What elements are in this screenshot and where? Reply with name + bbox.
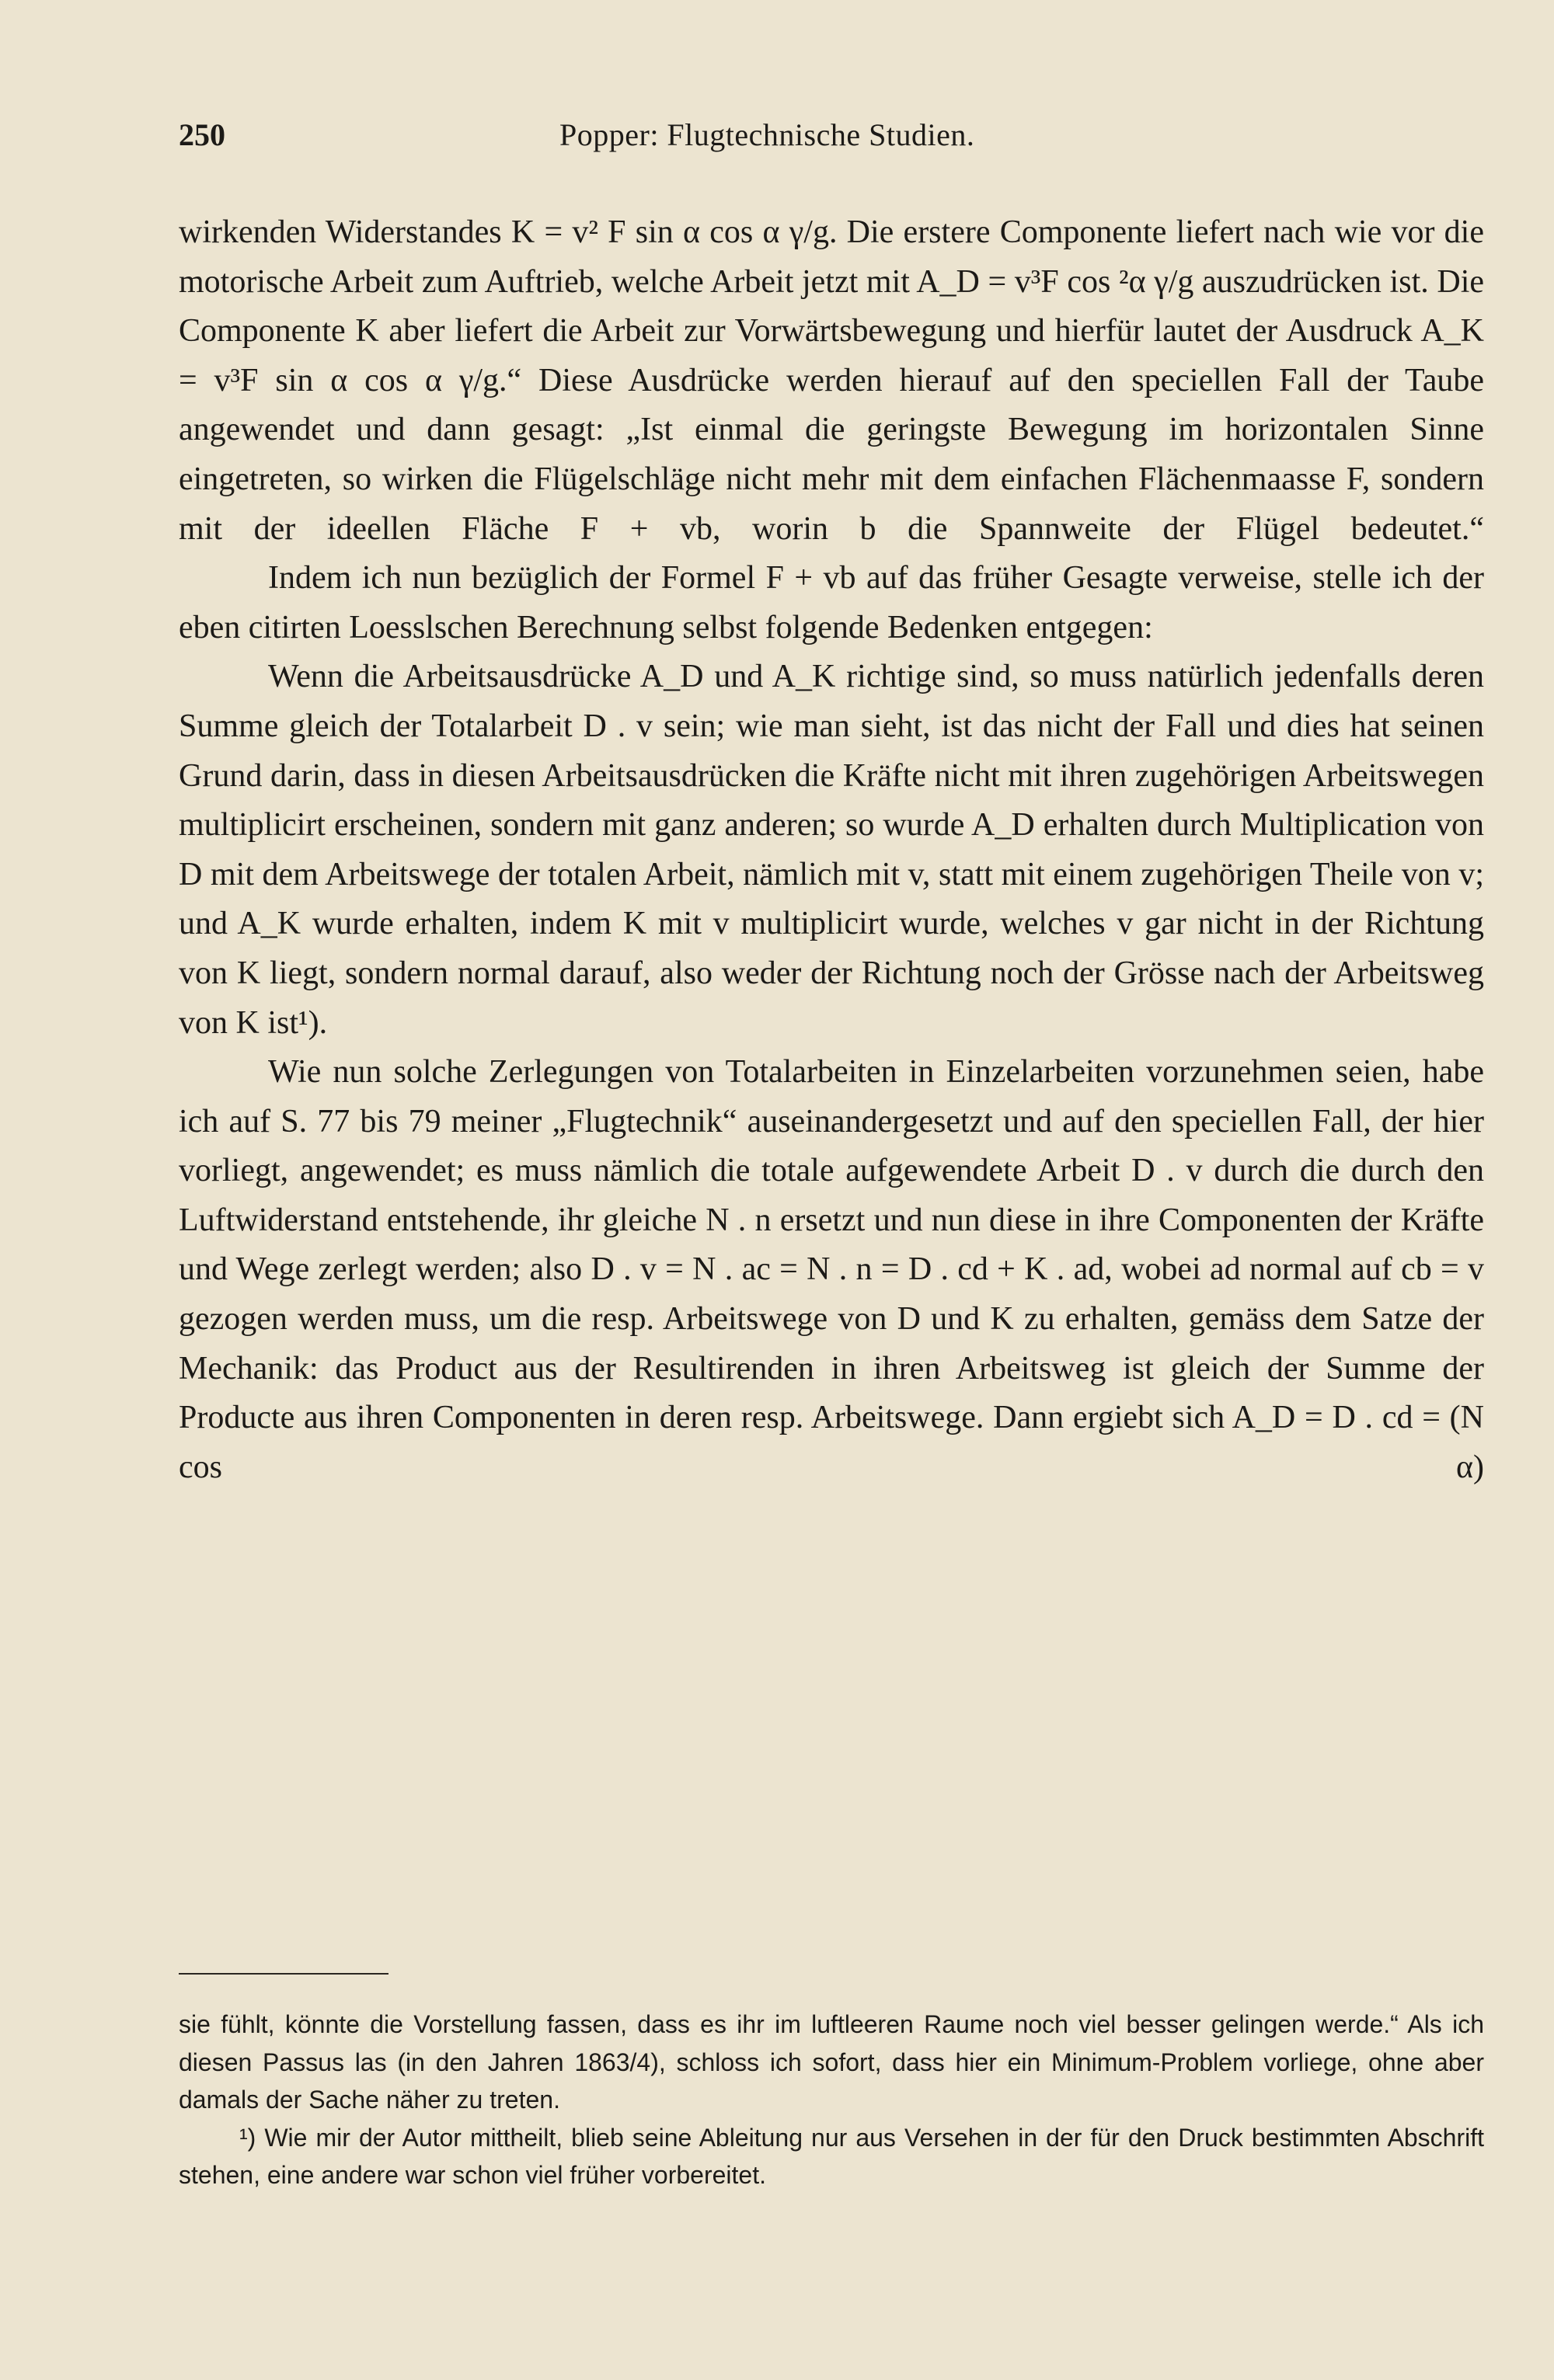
footnotes xyxy=(179,2006,1484,2194)
page-header xyxy=(179,117,1484,163)
footnote: ¹) Wie mir der Autor mittheilt, blieb seine Ableitung nur aus Versehen in der für den Druck bestimmten Abschrift stehen, eine andere war schon viel früher vorbereitet. xyxy=(179,2123,1484,2189)
paragraph: Wenn die Arbeitsausdrücke A_D und A_K richtige sind, so muss natürlich jedenfalls deren Summe gleich der Totalarbeit D . v sein; wie man sieht, ist das nicht der Fall und dies hat seinen Grund darin, dass in diesen Arbeitsausdrücken die Kräfte nicht mit ihren zugehörigen Arbeitswegen multiplicirt erscheinen, sondern mit ganz anderen; so wurde A_D erhalten durch Multiplication von D mit dem Arbeitswege der totalen Arbeit, nämlich mit v, statt mit einem zugehörigen Theile von v; und A_K wurde erhalten, indem K mit v multiplicirt wurde, welches v gar nicht in der Richtung von K liegt, sondern normal darauf, also weder der Richtung noch der Grösse nach der Arbeitsweg von K ist¹). xyxy=(179,659,1484,1041)
footnote-continuation: sie fühlt, könnte die Vorstellung fassen, dass es ihr im luftleeren Raume noch viel besser gelingen werde.“ Als ich diesen Passus las (in den Jahren 1863/4), schloss ich sofort, dass hier ein Minimum-Problem vorliege, ohne aber damals der Sache näher zu treten. xyxy=(179,2010,1484,2114)
page-number: 250 xyxy=(179,117,225,152)
footnote-separator xyxy=(179,1973,388,1975)
paragraph: Indem ich nun bezüglich der Formel F + vb auf das früher Gesagte verweise, stelle ich der eben citirten Loesslschen Berechnung selbst folgende Bedenken entgegen: xyxy=(179,560,1484,645)
main-text xyxy=(179,208,1484,1492)
running-title: Popper: Flugtechnische Studien. xyxy=(559,117,975,152)
paragraph: wirkenden Widerstandes K = v² F sin α cos α γ/g. Die erstere Componente liefert nach wie vor die motorische Arbeit zum Auftrieb, welche Arbeit jetzt mit A_D = v³F cos ²α γ/g auszudrücken ist. Die Componente K aber liefert die Arbeit zur Vorwärtsbewegung und hierfür lautet der Ausdruck A_K = v³F sin α cos α γ/g.“ Diese Ausdrücke werden hierauf auf den speciellen Fall der Taube angewendet und dann gesagt: „Ist einmal die geringste Bewegung im horizontalen Sinne eingetreten, so wirken die Flügelschläge nicht mehr mit dem einfachen Flächenmaasse F, sondern mit der ideellen Fläche F + vb, worin b die Spannweite der Flügel bedeutet.“ xyxy=(179,214,1484,547)
paragraph: Wie nun solche Zerlegungen von Totalarbeiten in Einzelarbeiten vorzunehmen seien, habe ich auf S. 77 bis 79 meiner „Flugtechnik“ auseinandergesetzt und auf den speciellen Fall, der hier vorliegt, angewendet; es muss nämlich die totale aufgewendete Arbeit D . v durch die durch den Luftwiderstand entstehende, ihr gleiche N . n ersetzt und nun diese in ihre Componenten der Kräfte und Wege zerlegt werden; also D . v = N . ac = N . n = D . cd + K . ad, wobei ad normal auf cb = v gezogen werden muss, um die resp. Arbeitswege von D und K zu erhalten, gemäss dem Satze der Mechanik: das Product aus der Resultirenden in ihren Arbeitsweg ist gleich der Summe der Producte aus ihren Componenten in deren resp. Arbeitswege. Dann ergiebt sich A_D = D . cd = (N cos α) xyxy=(179,1054,1484,1485)
